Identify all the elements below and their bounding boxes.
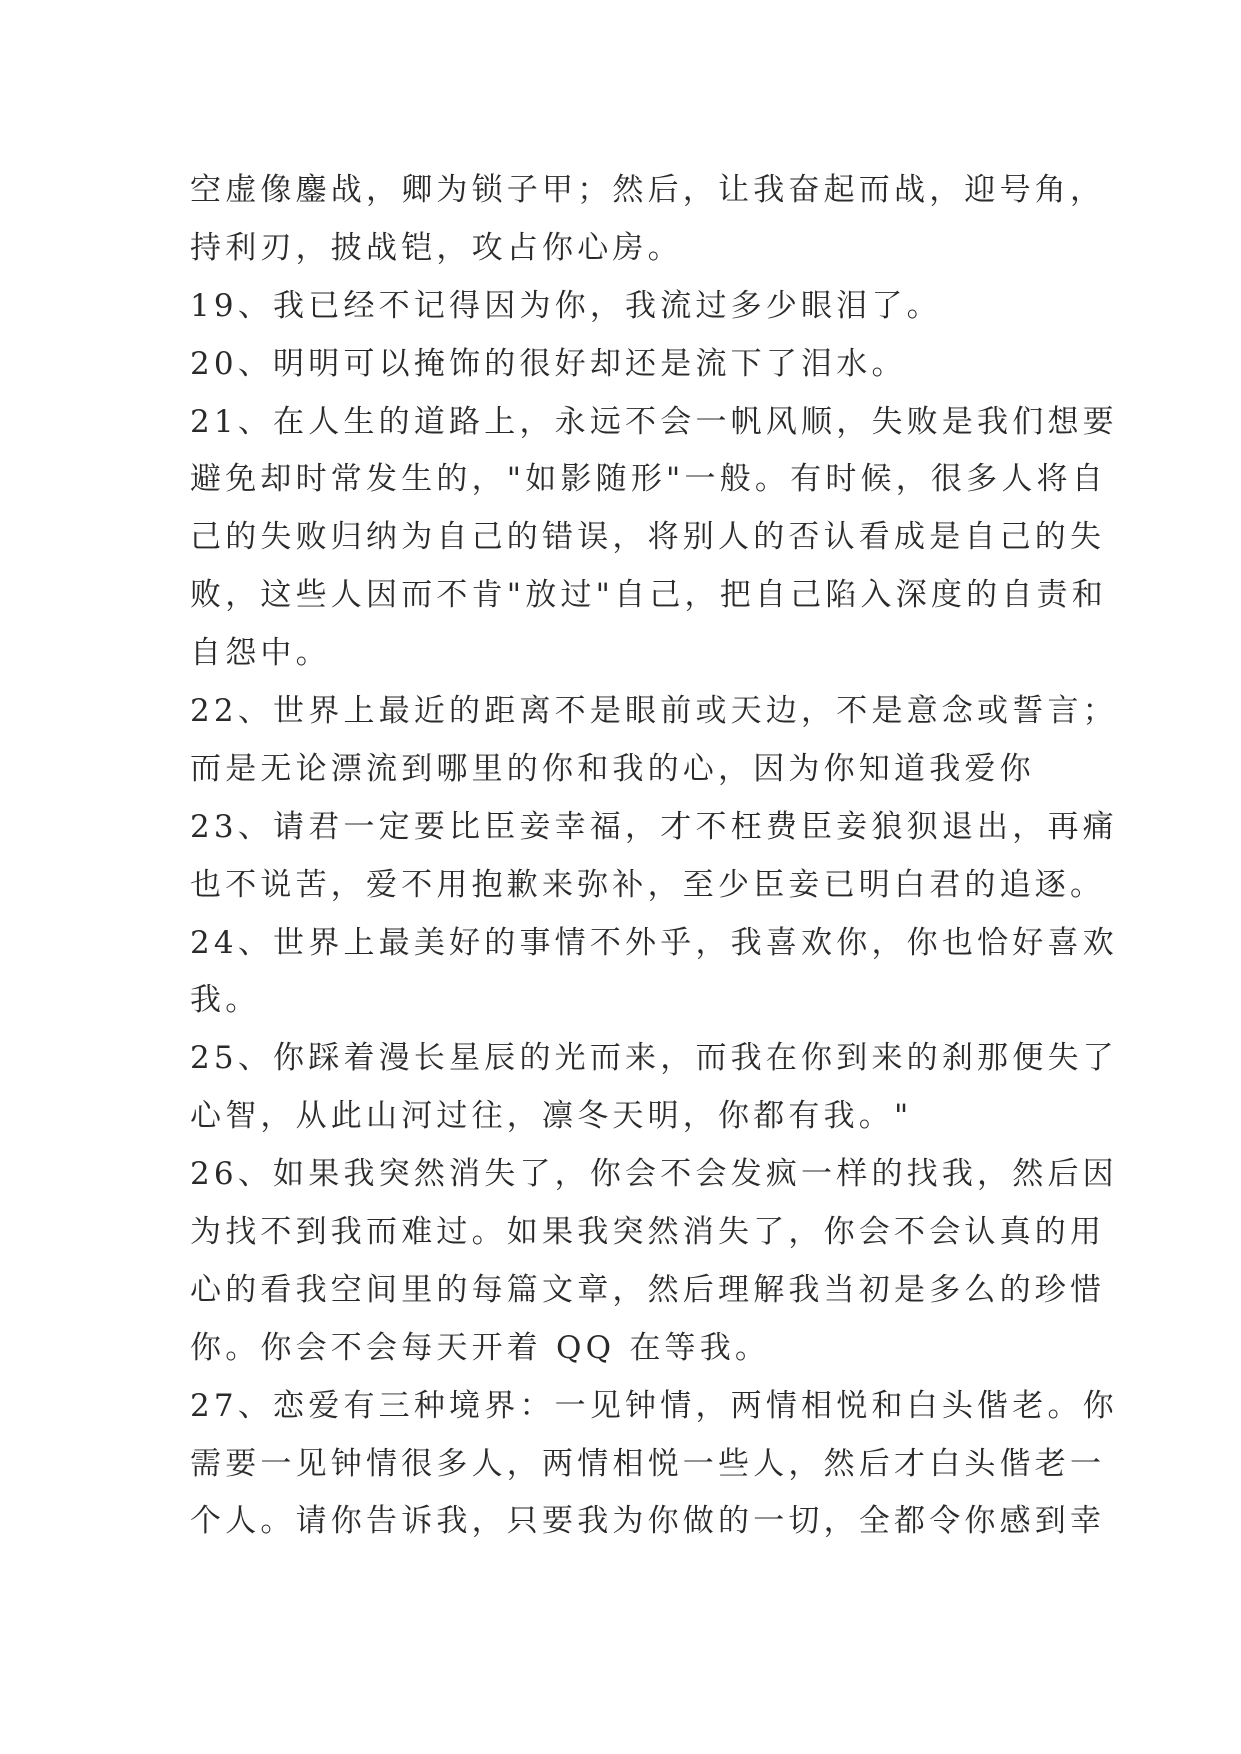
text-line: 需要一见钟情很多人，两情相悦一些人，然后才白头偕老一 xyxy=(190,1445,1106,1482)
text-line: 败，这些人因而不肯"放过"自己，把自己陷入深度的自责和 xyxy=(190,577,1107,614)
text-line: 己的失败归纳为自己的错误，将别人的否认看成是自己的失 xyxy=(190,519,1106,556)
text-line: 27、恋爱有三种境界：一见钟情，两情相悦和白头偕老。你 xyxy=(190,1387,1118,1424)
text-line: 而是无论漂流到哪里的你和我的心，因为你知道我爱你 xyxy=(190,750,1035,787)
text-line: 心智，从此山河过往，凛冬天明，你都有我。" xyxy=(190,1098,913,1135)
text-line: 19、我已经不记得因为你，我流过多少眼泪了。 xyxy=(190,287,942,324)
text-line: 自怨中。 xyxy=(190,635,331,672)
text-line: 为找不到我而难过。如果我突然消失了，你会不会认真的用 xyxy=(190,1214,1106,1251)
document-body-text xyxy=(190,162,1118,1551)
text-line: 26、如果我突然消失了，你会不会发疯一样的找我，然后因 xyxy=(190,1156,1118,1193)
text-line: 24、世界上最美好的事情不外乎，我喜欢你，你也恰好喜欢 xyxy=(190,924,1118,961)
text-line: 25、你踩着漫长星辰的光而来，而我在你到来的刹那便失了 xyxy=(190,1040,1118,1077)
text-line: 避免却时常发生的，"如影随形"一般。有时候，很多人将自 xyxy=(190,461,1107,498)
text-line: 20、明明可以掩饰的很好却还是流下了泪水。 xyxy=(190,345,907,382)
text-line: 22、世界上最近的距离不是眼前或天边，不是意念或誓言； xyxy=(190,693,1118,730)
text-line: 23、请君一定要比臣妾幸福，才不枉费臣妾狼狈退出，再痛 xyxy=(190,808,1118,845)
text-line: 21、在人生的道路上，永远不会一帆风顺，失败是我们想要 xyxy=(190,403,1118,440)
text-line: 持利刃，披战铠，攻占你心房。 xyxy=(190,229,683,266)
text-line: 你。你会不会每天开着 QQ 在等我。 xyxy=(190,1329,771,1366)
text-line: 也不说苦，爱不用抱歉来弥补，至少臣妾已明白君的追逐。 xyxy=(190,866,1106,903)
text-line: 个人。请你告诉我，只要我为你做的一切，全都令你感到幸 xyxy=(190,1503,1106,1540)
text-line: 我。 xyxy=(190,982,261,1019)
text-line: 心的看我空间里的每篇文章，然后理解我当初是多么的珍惜 xyxy=(190,1271,1106,1308)
text-line: 空虚像鏖战，卿为锁子甲；然后，让我奋起而战，迎号角， xyxy=(190,172,1106,208)
